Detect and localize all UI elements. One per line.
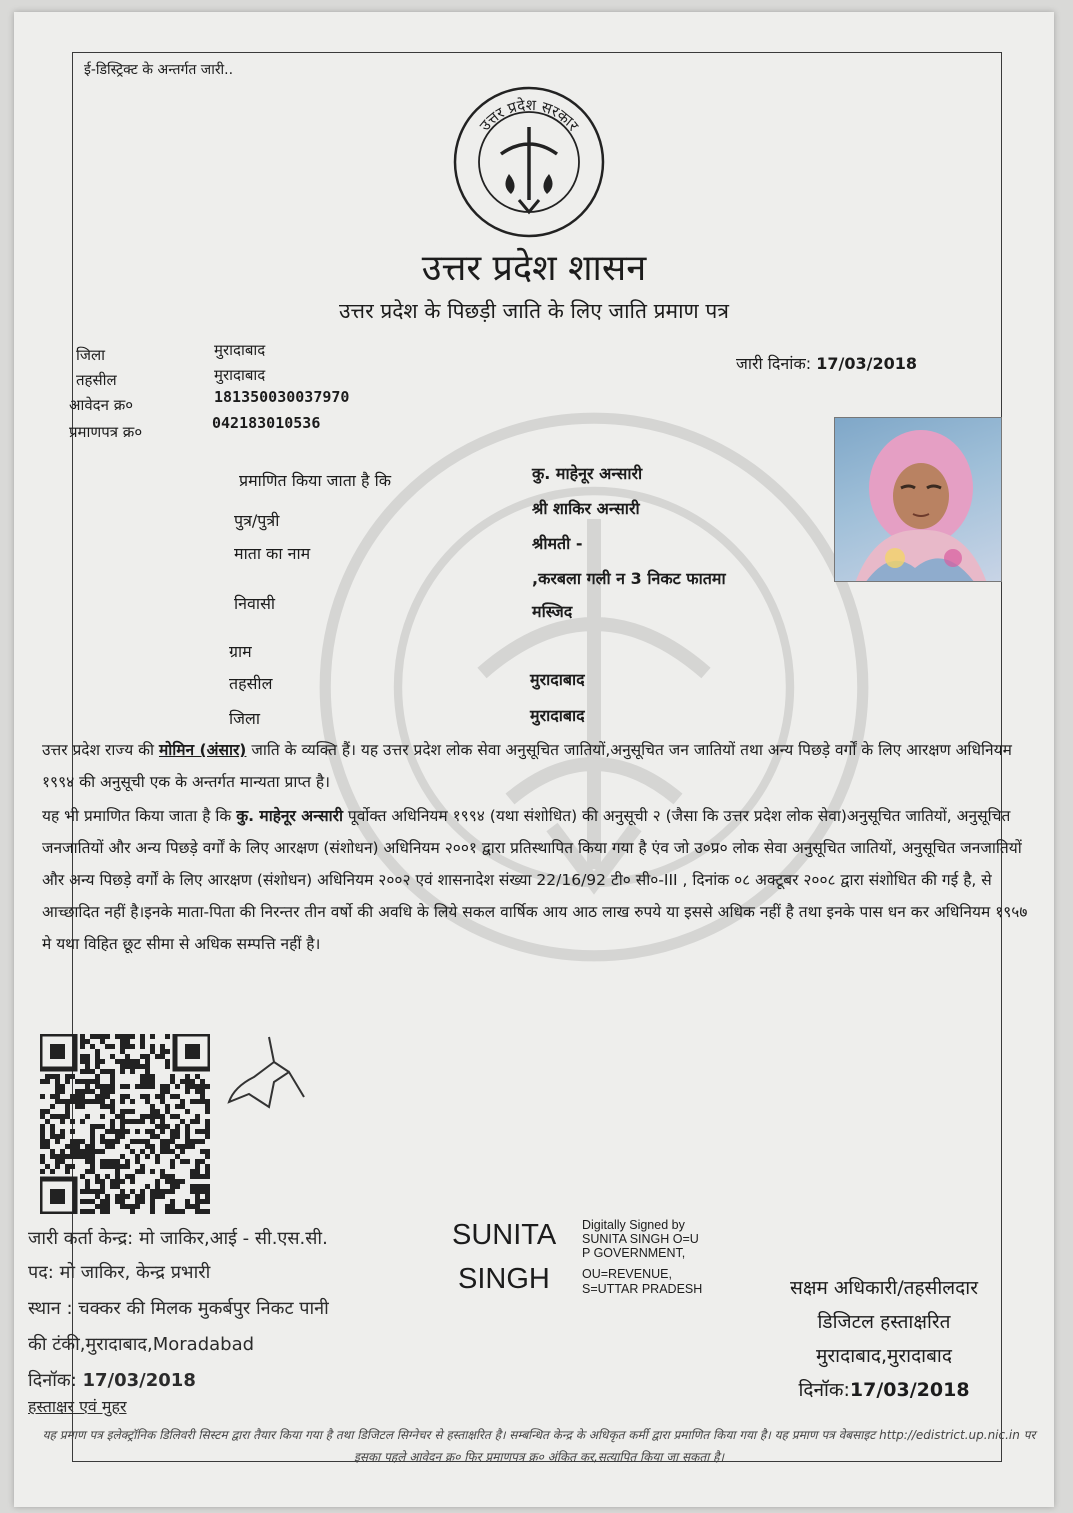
body-p2-end: पूर्वोक्त अधिनियम १९९४ (यथा संशोधित) की अनुसूची २ (जैसा कि उत्तर प्रदेश लोक सेवा)अनुसूचित जातियों, अनुसूचित जनजातियों और अन्य पिछड़े वर्गों के लिए आरक्षण (संशोधन) अधिनियम २००१ द्वारा प्रतिस्थापित किया गया है एंव जो उ०प्र० लोक सेवा अनुसूचित जातियों, अनुसूचित जनजातियों और अन्य पिछड़े वर्गों के लिए आरक्षण (संशोधन) अधिनियम २००२ एवं शासनादेश संख्या 22/16/92 टी० सी०-III , दिनांक ०८ अक्टूबर २००८ द्वारा संशोधित की गई है, से आच्छादित नहीं है।इनके माता-पिता की निरन्तर तीन वर्षो की अवधि के लिये सकल वार्षिक आय आठ लाख रुपये या इससे अधिक नहीं है तथा इनके पास धन कर अधिनियम १९५७ मे यथा विहित छूट सीमा से अधिक सम्पत्ति नहीं है। [42, 807, 1028, 953]
field-district-label: जिला [229, 709, 261, 728]
issuer-place-line1: स्थान : चक्कर की मिलक मुकर्बपुर निकट पानी [28, 1298, 329, 1319]
issuer-date-value: 17/03/2018 [82, 1370, 196, 1391]
body-paragraph-1 [42, 734, 1032, 798]
digital-sign-name-line2: SINGH [458, 1263, 550, 1295]
body-p1-start: उत्तर प्रदेश राज्य की [42, 741, 155, 759]
caste-name: मोमिन (अंसार) [158, 741, 247, 759]
issuer-center: जारी कर्ता केन्द्र: मो जाकिर,आई - सी.एस.सी. [28, 1228, 328, 1249]
son-daughter-label: पुत्र/पुत्री [234, 511, 280, 530]
digital-sign-detail-1: Digitally Signed by [582, 1218, 685, 1232]
issuer-date-label: दिनॉक: [28, 1370, 77, 1391]
authority-date-value: 17/03/2018 [849, 1379, 970, 1401]
qr-code-icon [40, 1034, 210, 1214]
digital-sign-detail-2: SUNITA SINGH O=U [582, 1232, 699, 1246]
state-emblem-icon [449, 82, 609, 242]
top-note: ई-डिस्ट्रिक्ट के अन्तर्गत जारी.. [84, 62, 234, 78]
authority-date-label: दिनॉक: [798, 1379, 850, 1401]
tehsil-value: मुरादाबाद [214, 366, 266, 384]
certificate-number: 042183010536 [212, 414, 321, 432]
field-tehsil-label: तहसील [229, 674, 273, 693]
digital-sign-detail-5: S=UTTAR PRADESH [582, 1282, 703, 1296]
body-p2-start: यह भी प्रमाणित किया जाता है कि [42, 807, 232, 825]
page-title: उत्तर प्रदेश शासन [421, 248, 647, 289]
village-label: ग्राम [229, 642, 252, 661]
certificate-sheet [14, 12, 1054, 1507]
issue-date-label: जारी दिनांक: [736, 354, 812, 373]
body-p1-end: जाति के व्यक्ति हैं। यह उत्तर प्रदेश लोक सेवा अनुसूचित जातियों,अनुसूचित जन जातियों तथा अन्य पिछड़े वर्गों के लिए आरक्षण अधिनियम १९९४ की अनुसूची एक के अन्तर्गत मान्यता प्राप्त है। [42, 741, 1012, 791]
application-number: 181350030037970 [214, 388, 350, 406]
field-tehsil-value: मुरादाबाद [530, 670, 585, 689]
address-line1: ,करबला गली न 3 निकट फातमा [532, 569, 726, 588]
footer-note: यह प्रमाण पत्र इलेक्ट्रॉनिक डिलिवरी सिस्टम द्वारा तैयार किया गया है तथा डिजिटल सिग्नेचर से हस्ताक्षरित है। सम्बन्धित केन्द्र के अधिकृत कर्मी द्वारा प्रमाणित किया गया है। यह प्रमाण पत्र वेबसाइट http://edistrict.up.nic.in पर इसका पहले आवेदन क्र० फिर प्रमाणपत्र क्र० अंकित कर,सत्यापित किया जा सकता है। [42, 1428, 1036, 1464]
body-paragraph-2 [42, 800, 1032, 960]
application-label: आवेदन क्र० [69, 396, 134, 414]
tehsil-label: तहसील [76, 371, 117, 389]
certificate-label: प्रमाणपत्र क्र० [69, 423, 143, 441]
signature-mark-icon [214, 1032, 314, 1122]
issuer-place-line2: की टंकी,मुरादाबाद,Moradabad [28, 1334, 255, 1355]
mother-name: श्रीमती - [532, 534, 583, 553]
applicant-photo [834, 417, 1002, 582]
mother-label: माता का नाम [234, 544, 311, 563]
authority-date [734, 1372, 1034, 1409]
authority-title: सक्षम अधिकारी/तहसीलदार [790, 1277, 978, 1299]
person-photo-icon [835, 418, 1002, 582]
issue-date-value: 17/03/2018 [816, 354, 917, 373]
authority-digital-signed: डिजिटल हस्ताक्षरित [817, 1311, 951, 1333]
emblem-text: उत्तर प्रदेश सरकार [475, 95, 583, 135]
field-district-value: मुरादाबाद [530, 706, 585, 725]
certified-label: प्रमाणित किया जाता है कि [239, 471, 392, 490]
district-value: मुरादाबाद [214, 341, 266, 359]
digital-sign-detail-4: OU=REVENUE, [582, 1267, 672, 1281]
district-label: जिला [76, 346, 106, 364]
issuer-sign-label: हस्ताक्षर एवं मुहर [28, 1397, 127, 1416]
digital-sign-detail-3: P GOVERNMENT, [582, 1246, 686, 1260]
body-p2-name: कु. माहेनूर अन्सारी [236, 807, 343, 825]
digital-sign-name-line1: SUNITA [452, 1219, 557, 1251]
page-subtitle: उत्तर प्रदेश के पिछड़ी जाति के लिए जाति प्रमाण पत्र [339, 299, 729, 323]
issuer-post: पद: मो जाकिर, केन्द्र प्रभारी [28, 1262, 211, 1283]
authority-location: मुरादाबाद,मुरादाबाद [816, 1345, 952, 1367]
issue-date [736, 352, 917, 374]
address-line2: मस्जिद [532, 602, 573, 621]
applicant-name: कु. माहेनूर अन्सारी [532, 464, 643, 483]
father-name: श्री शाकिर अन्सारी [532, 499, 640, 518]
resident-label: निवासी [234, 594, 276, 613]
